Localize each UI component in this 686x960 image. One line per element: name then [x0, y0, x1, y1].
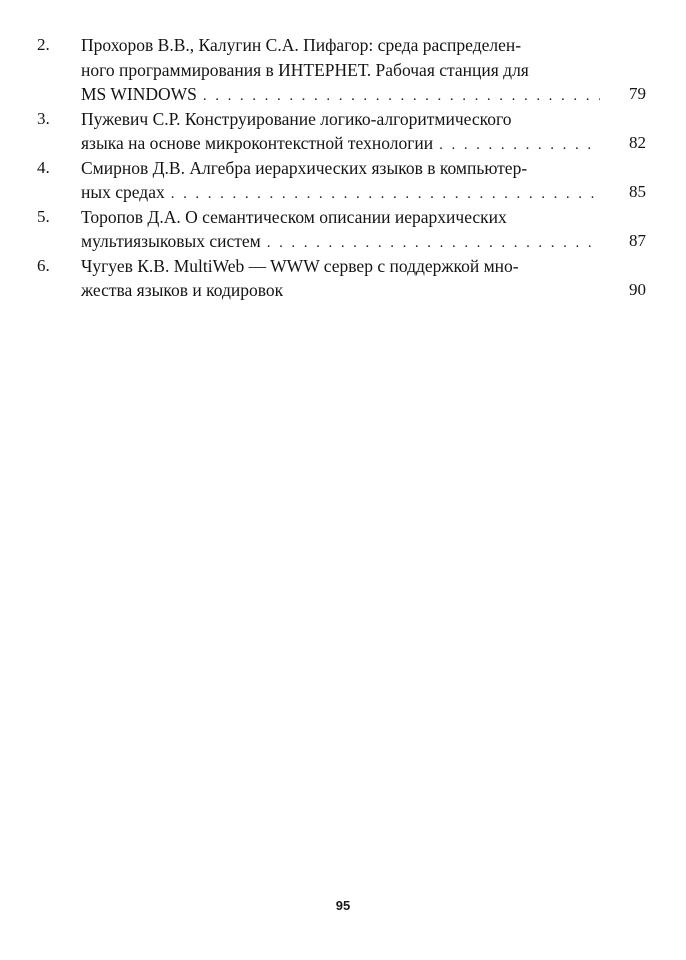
- entry-number: 6.: [37, 255, 50, 275]
- page-footer-number: 95: [335, 898, 351, 913]
- toc-entry-5: [0, 205, 686, 254]
- entry-text: [81, 205, 606, 254]
- entry-line: Пужевич С.Р. Конструирование логико-алгоритмического: [81, 108, 512, 129]
- entry-line: ных средах: [81, 182, 165, 202]
- entry-text: [81, 156, 606, 205]
- entry-page-number: 79: [629, 84, 646, 103]
- toc-entry-3: [0, 107, 686, 156]
- entry-number: 5.: [37, 206, 50, 226]
- toc-entry-2: [0, 33, 686, 107]
- entry-line: MS WINDOWS: [81, 84, 197, 104]
- dot-leader: [439, 133, 600, 158]
- entry-line: ного программирования в ИНТЕРНЕТ. Рабочая станция для: [81, 59, 529, 80]
- entry-line: Прохоров В.В., Калугин С.А. Пифагор: среда распределен-: [81, 35, 522, 55]
- table-of-contents: [0, 33, 686, 303]
- entry-line: Чугуев К.В. MultiWeb — WWW сервер с поддержкой мно-: [81, 255, 519, 276]
- entry-page-number: 87: [629, 231, 646, 250]
- entry-line: мультиязыковых систем: [81, 231, 261, 251]
- dot-leader: [203, 84, 600, 109]
- entry-page-number: 85: [629, 182, 646, 201]
- entry-page-number: 82: [629, 133, 646, 152]
- entry-line: языка на основе микроконтекстной технологии: [81, 133, 434, 153]
- entry-last-line: [81, 229, 606, 254]
- dot-leader: [267, 231, 600, 256]
- toc-entry-6: [0, 254, 686, 303]
- entry-last-line: [81, 82, 606, 107]
- entry-text: [81, 107, 606, 156]
- entry-line: жества языков и кодировок: [81, 280, 284, 300]
- entry-number: 2.: [37, 35, 50, 54]
- entry-number: 4.: [37, 157, 50, 177]
- entry-last-line: [81, 278, 606, 303]
- entry-text: [81, 33, 606, 107]
- entry-line: Смирнов Д.В. Алгебра иерархических языков в компьютер-: [81, 157, 528, 178]
- entry-last-line: [81, 131, 606, 156]
- toc-entry-4: [0, 156, 686, 205]
- entry-page-number: 90: [629, 280, 646, 299]
- dot-leader: [171, 182, 600, 207]
- entry-number: 3.: [37, 108, 50, 128]
- entry-text: [81, 254, 606, 303]
- entry-line: Торопов Д.А. О семантическом описании иерархических: [81, 206, 507, 227]
- entry-last-line: [81, 180, 606, 205]
